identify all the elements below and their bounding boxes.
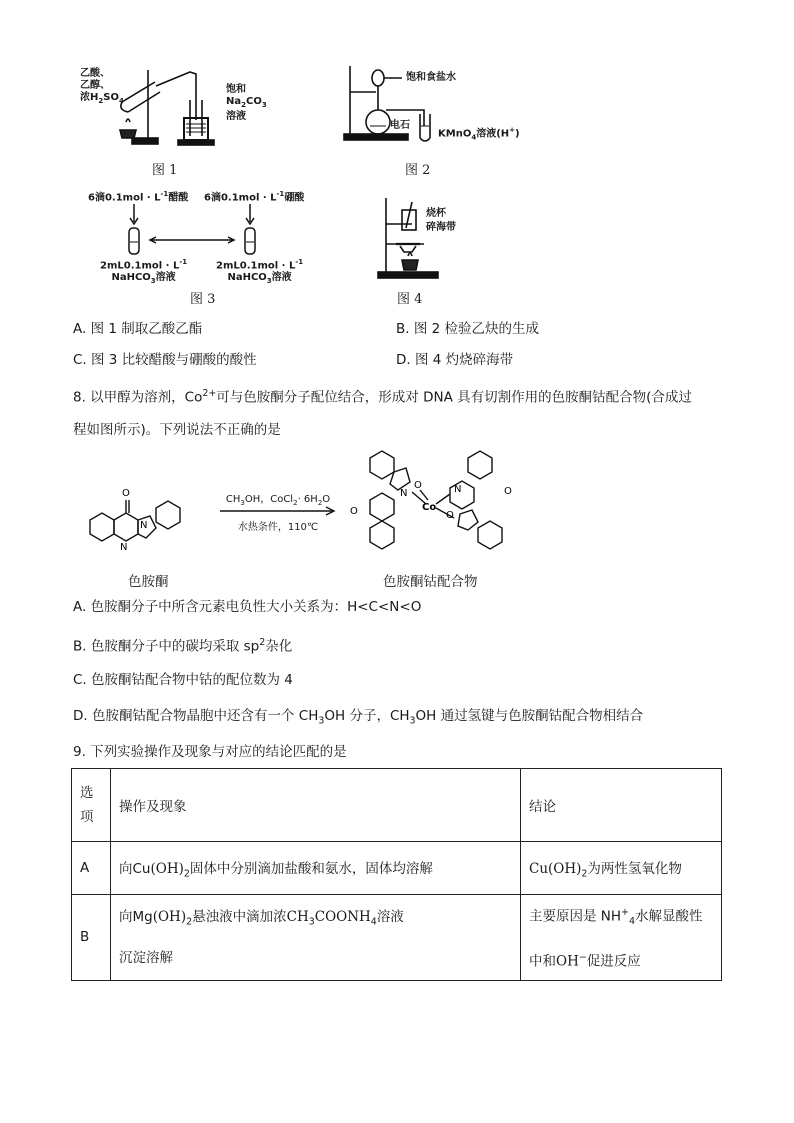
tryptanthrin-n1: N	[140, 520, 148, 531]
cond-sub3: 2	[317, 499, 323, 507]
fig3-right-top-b: 硼酸	[284, 192, 305, 204]
q8-stem-1b: 可与色胺酮分子配位结合，形成对 DNA 具有切割作用的色胺酮钴配合物(合成过	[216, 389, 692, 406]
fig1-right-2a: Na	[226, 96, 242, 107]
fig4-label-1: 烧杯	[426, 208, 446, 219]
q8-stem-line1	[73, 383, 733, 409]
fig3-left-bottom-2b: 溶液	[155, 272, 176, 284]
q9-row-b-op-e: COONH	[314, 908, 371, 925]
q9-row-b-operation	[111, 895, 521, 981]
q8-option-c: C. 色胺酮钴配合物中钴的配位数为 4	[73, 672, 293, 688]
q9-row-b-op-c: 悬浊液中滴加浓	[192, 908, 287, 925]
fig1-reagents	[80, 68, 124, 107]
fig2-flask-label: 电石	[390, 120, 410, 131]
q9-row-a-op-b: (OH)	[150, 860, 184, 877]
q9-row-b-con-1-sup: +	[621, 907, 629, 918]
fig1-right-2-sub2: 3	[261, 101, 267, 109]
q8-stem-line2: 程如图所示)。下列说法不正确的是	[73, 421, 281, 438]
fig3-left-bottom-1	[100, 256, 187, 272]
q8-option-b-a: B. 色胺酮分子中的碳均采取 sp	[73, 638, 260, 655]
fig3-right-top-sup: -1	[276, 190, 285, 198]
q9-row-a-con-a: Cu	[529, 860, 549, 877]
q8-reaction-scheme	[80, 448, 540, 568]
q9-head-conclusion: 结论	[521, 769, 722, 842]
fig1-right-1: 饱和	[226, 84, 246, 95]
fig4-caption: 图 4	[397, 292, 423, 307]
complex-n1: N	[400, 488, 408, 499]
fig1-right-2	[226, 96, 267, 111]
q9-row-b-op-d: CH	[286, 908, 309, 925]
co-atom: Co	[422, 502, 437, 513]
fig3-left-top-b: 醋酸	[168, 192, 189, 204]
fig2-caption: 图 2	[405, 163, 431, 178]
q9-row-b-con-1a: 主要原因是 NH	[529, 908, 622, 925]
fig1-reagent-3-sub: 2	[98, 97, 104, 105]
fig3-caption: 图 3	[190, 292, 216, 307]
fig1-right-2b: CO	[246, 96, 262, 107]
q9-row-b-con-1b: 水解显酸性	[634, 908, 703, 925]
fig1-reagent-3b: SO	[103, 92, 119, 103]
fig1-right-labels	[226, 84, 267, 123]
fig1-reagent-1: 乙酸、	[80, 68, 110, 79]
q9-row-b	[72, 895, 722, 981]
fig3-right-bottom-2	[216, 272, 303, 287]
fig2-tube-label-sup: +	[509, 126, 516, 134]
cond-c: · 6H	[297, 494, 318, 505]
q9-row-a-conclusion	[521, 842, 722, 895]
fig3-left-bottom-2-sub: 3	[150, 277, 156, 286]
complex-n2: N	[454, 484, 462, 495]
q9-table	[71, 768, 722, 981]
figure-2	[340, 60, 550, 150]
fig1-right-2-sub: 2	[241, 101, 246, 109]
q8-stem-1-sup: 2+	[202, 388, 217, 399]
q9-row-b-con-2-sup: −	[578, 952, 587, 964]
tryptanthrin-structure	[80, 470, 210, 560]
q9-row-b-option: B	[72, 895, 111, 981]
cond-a: CH	[225, 494, 241, 505]
complex-o3: O	[446, 510, 454, 521]
complex-o2: O	[350, 506, 358, 517]
complex-o4: O	[504, 486, 512, 497]
q9-row-b-op-sub2: 3	[308, 916, 315, 928]
cobalt-complex-structure	[350, 448, 530, 568]
q9-head-option	[72, 769, 111, 842]
tryptanthrin-name: 色胺酮	[128, 574, 169, 590]
q7-option-b: B. 图 2 检验乙炔的生成	[396, 321, 540, 337]
q9-row-a-con-sub: 2	[581, 868, 588, 880]
q9-row-b-op-sub: 2	[186, 916, 193, 928]
q9-head-option-2: 项	[80, 809, 94, 825]
q9-header-row	[72, 769, 722, 842]
tryptanthrin-o: O	[122, 488, 130, 499]
fig3-left-top-a: 6滴0.1mol · L	[88, 192, 161, 204]
fig2-tube-label	[438, 124, 520, 143]
fig3-left-bottom-1a: 2mL0.1mol · L	[100, 260, 180, 272]
q8-option-d	[73, 705, 643, 733]
fig3-right-bottom-2a: NaHCO	[227, 272, 267, 284]
fig3-right-bottom-2-sub: 3	[266, 277, 272, 286]
fig3-right-bottom-1a: 2mL0.1mol · L	[216, 260, 296, 272]
q7-option-a: A. 图 1 制取乙酸乙酯	[73, 321, 203, 337]
q9-row-b-conclusion	[521, 895, 722, 981]
q7-option-d: D. 图 4 灼烧碎海带	[396, 352, 514, 368]
q9-row-a-con-c: 为两性氢氧化物	[587, 860, 682, 877]
fig1-caption: 图 1	[152, 163, 178, 178]
fig3-right-top-a: 6滴0.1mol · L	[204, 192, 277, 204]
fig2-tube-label-b: 溶液(H	[476, 128, 510, 140]
q8-option-d-sub: 3	[318, 715, 325, 727]
fig2-tube-label-a: KMnO	[438, 128, 472, 140]
q9-row-b-op-f: 溶液	[376, 908, 404, 925]
q9-row-a-op-c: 固体中分别滴加盐酸和氨水，固体均溶解	[189, 860, 433, 877]
reaction-conditions-top	[222, 490, 334, 507]
cond-d: O	[322, 494, 331, 505]
q9-row-a-op-a: 向Cu	[119, 860, 151, 877]
q8-option-a: A. 色胺酮分子中所含元素电负性大小关系为：H<C<N<O	[73, 599, 422, 615]
q9-row-b-con-line1	[529, 895, 713, 940]
q9-row-b-op-line2: 沉淀溶解	[119, 950, 173, 967]
fig2-tube-label-sub: 4	[471, 133, 477, 142]
q9-head-option-1: 选	[80, 785, 94, 801]
figure-1	[80, 60, 280, 160]
q8-option-d-b: OH 分子，CH	[324, 708, 410, 724]
cond-sub1: 3	[240, 499, 245, 507]
q9-row-a-con-b: (OH)	[548, 860, 582, 877]
complex-o1: O	[414, 480, 422, 491]
fig3-left-top-sup: -1	[160, 190, 169, 198]
cond-b: OH，CoCl	[244, 494, 294, 505]
q9-head-operation: 操作及现象	[111, 769, 521, 842]
fig1-reagent-3a: 浓H	[80, 92, 99, 103]
fig2-funnel-label: 饱和食盐水	[406, 72, 456, 83]
q9-row-b-op-a: 向Mg	[119, 908, 153, 925]
q9-row-a-operation	[111, 842, 521, 895]
fig1-reagent-3	[80, 92, 124, 107]
q9-row-b-con-2c: 促进反应	[586, 953, 641, 970]
q8-option-b	[73, 632, 292, 658]
fig4-label-2: 碎海带	[426, 222, 456, 233]
q8-option-d-sub2: 3	[409, 715, 416, 727]
fig1-right-3: 溶液	[226, 111, 246, 122]
fig3-left-bottom-1-sup: -1	[179, 258, 188, 266]
q9-row-b-con-2b: OH	[556, 953, 579, 970]
q9-row-b-con-1-sub: 4	[628, 916, 635, 928]
q9-row-a	[72, 842, 722, 895]
q9-row-b-op-sub3: 4	[370, 916, 377, 928]
fig1-reagent-2: 乙醇、	[80, 80, 110, 91]
q9-row-a-op-sub: 2	[183, 868, 190, 880]
q8-option-b-sup: 2	[259, 637, 266, 648]
cond-sub2: 2	[293, 499, 298, 507]
complex-name: 色胺酮钴配合物	[383, 574, 478, 590]
q9-row-b-op-line1	[119, 899, 512, 941]
fig3-left-bottom-2	[100, 272, 187, 287]
fig1-reagent-3-sub2: 4	[118, 97, 124, 105]
q9-row-b-con-2a: 中和	[529, 953, 556, 970]
q9-row-b-con-line2	[529, 940, 713, 980]
figure-3	[88, 186, 308, 286]
q9-stem: 9. 下列实验操作及现象与对应的结论匹配的是	[73, 744, 347, 760]
q9-row-b-op-b: (OH)	[152, 908, 187, 925]
q8-option-b-b: 杂化	[265, 638, 293, 655]
q8-stem-1a: 8. 以甲醇为溶剂，Co	[73, 389, 203, 406]
q8-option-d-a: D. 色胺酮钴配合物晶胞中还含有一个 CH	[73, 708, 319, 724]
fig3-right-bottom-2b: 溶液	[271, 272, 292, 284]
tryptanthrin-n2: N	[120, 542, 128, 553]
q8-option-d-c: OH 通过氢键与色胺酮钴配合物相结合	[415, 708, 644, 724]
fig3-right-bottom	[216, 256, 303, 287]
figure-4	[372, 194, 492, 282]
fig2-tube-label-c: )	[515, 128, 520, 140]
fig3-right-bottom-1-sup: -1	[295, 258, 304, 266]
fig3-left-bottom-2a: NaHCO	[111, 272, 151, 284]
q7-option-c: C. 图 3 比较醋酸与硼酸的酸性	[73, 352, 257, 368]
fig3-right-bottom-1	[216, 256, 303, 272]
reaction-conditions-bottom: 水热条件，110℃	[237, 522, 319, 533]
reaction-arrow	[220, 506, 340, 516]
fig3-left-bottom	[100, 256, 187, 287]
q9-row-a-option: A	[72, 842, 111, 895]
q8-stem	[73, 383, 733, 441]
